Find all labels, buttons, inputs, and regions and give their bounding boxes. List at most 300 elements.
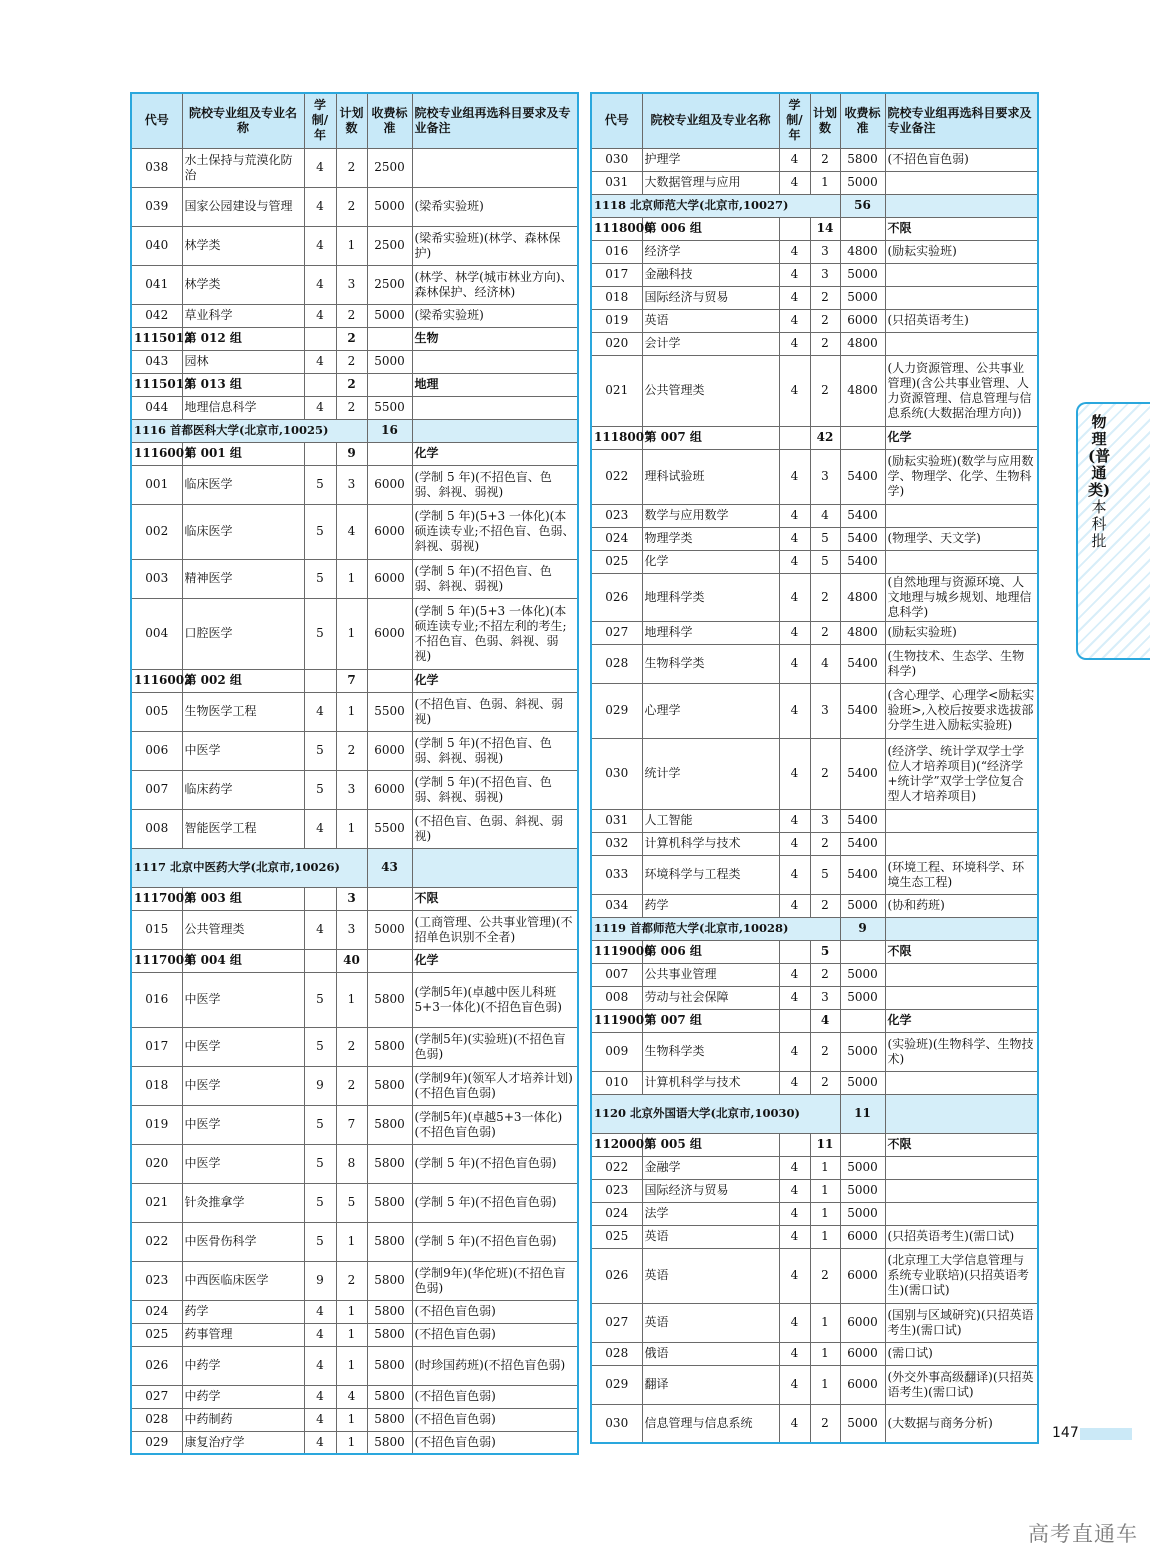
major-code: 038 — [131, 148, 182, 187]
major-name: 草业科学 — [182, 304, 304, 327]
major-years: 4 — [779, 1303, 810, 1342]
group-code: 1118007 — [591, 426, 642, 449]
group-name: 第 004 组 — [182, 949, 304, 972]
major-fee: 5800 — [367, 1300, 412, 1323]
group-subject: 化学 — [412, 442, 578, 465]
major-fee: 5800 — [367, 1027, 412, 1066]
major-plan: 1 — [810, 1202, 840, 1225]
major-row — [591, 240, 1038, 263]
major-fee: 5500 — [367, 809, 412, 848]
major-years: 4 — [779, 449, 810, 504]
major-name: 公共事业管理 — [642, 963, 779, 986]
major-plan: 8 — [336, 1144, 367, 1183]
group-plan: 5 — [810, 940, 840, 963]
major-fee: 6000 — [840, 1342, 885, 1365]
group-years — [779, 1009, 810, 1032]
major-code: 028 — [131, 1408, 182, 1431]
major-row — [591, 1156, 1038, 1179]
major-note: (不招色盲色弱) — [412, 1300, 578, 1323]
university-plan: 11 — [840, 1094, 885, 1133]
major-note: (经济学、统计学双学士学位人才培养项目)(“经济学+统计学”双学士学位复合型人才培养项目) — [885, 738, 1038, 809]
major-code: 023 — [591, 504, 642, 527]
major-fee: 5000 — [840, 1156, 885, 1179]
major-plan: 1 — [336, 1431, 367, 1454]
major-years: 4 — [304, 910, 336, 949]
group-name: 第 002 组 — [182, 669, 304, 692]
major-code: 022 — [591, 1156, 642, 1179]
major-name: 国家公园建设与管理 — [182, 187, 304, 226]
major-plan: 3 — [336, 910, 367, 949]
major-note: (学制 5 年)(不招色盲、色弱、斜视、弱视) — [412, 465, 578, 504]
university-label: 1119 首都师范大学(北京市,10028) — [591, 917, 840, 940]
major-code: 030 — [591, 148, 642, 171]
major-note: (人力资源管理、公共事业管理)(含公共事业管理、人力资源管理、信息管理与信息系统(大数据治理方向)) — [885, 355, 1038, 426]
major-plan: 2 — [336, 1261, 367, 1300]
major-plan: 5 — [810, 855, 840, 894]
group-code: 1117003 — [131, 887, 182, 910]
major-years: 9 — [304, 1066, 336, 1105]
major-code: 043 — [131, 350, 182, 373]
major-code: 023 — [131, 1261, 182, 1300]
major-plan: 4 — [336, 504, 367, 559]
group-years — [779, 426, 810, 449]
major-note: (梁希实验班) — [412, 187, 578, 226]
table-header-row — [591, 93, 1038, 148]
major-plan: 5 — [810, 527, 840, 550]
major-note: (协和药班) — [885, 894, 1038, 917]
group-code: 1120005 — [591, 1133, 642, 1156]
major-name: 英语 — [642, 1303, 779, 1342]
side-tab-batch: 本科批 — [1091, 498, 1107, 550]
major-years: 4 — [779, 355, 810, 426]
major-note: (学制 5 年)(不招色盲、色弱、斜视、弱视) — [412, 559, 578, 598]
major-note: (学制5年)(实验班)(不招色盲色弱) — [412, 1027, 578, 1066]
group-subject: 地理 — [412, 373, 578, 396]
major-row — [131, 1144, 578, 1183]
major-code: 022 — [131, 1222, 182, 1261]
major-row — [591, 894, 1038, 917]
major-code: 003 — [131, 559, 182, 598]
major-code: 017 — [131, 1027, 182, 1066]
major-code: 026 — [591, 573, 642, 621]
major-note — [885, 332, 1038, 355]
header-years: 学制/年 — [779, 93, 810, 148]
major-plan: 1 — [336, 1346, 367, 1385]
major-fee: 2500 — [367, 265, 412, 304]
major-note — [885, 550, 1038, 573]
major-fee: 5000 — [840, 1179, 885, 1202]
group-plan: 40 — [336, 949, 367, 972]
major-code: 019 — [131, 1105, 182, 1144]
major-fee: 5800 — [367, 1144, 412, 1183]
major-years: 4 — [779, 527, 810, 550]
major-note: (励耘实验班) — [885, 621, 1038, 644]
major-years: 4 — [779, 1156, 810, 1179]
major-plan: 5 — [810, 550, 840, 573]
major-note — [885, 809, 1038, 832]
group-fee — [840, 426, 885, 449]
major-plan: 2 — [810, 738, 840, 809]
major-plan: 2 — [336, 731, 367, 770]
major-plan: 3 — [810, 809, 840, 832]
major-fee: 5000 — [840, 1032, 885, 1071]
major-fee: 5400 — [840, 527, 885, 550]
major-fee: 5000 — [367, 350, 412, 373]
major-fee: 6000 — [367, 731, 412, 770]
group-subject: 不限 — [412, 887, 578, 910]
major-note: (励耘实验班)(数学与应用数学、物理学、化学、生物科学) — [885, 449, 1038, 504]
major-row — [591, 449, 1038, 504]
major-code: 022 — [591, 449, 642, 504]
university-row — [131, 848, 578, 887]
header-code: 代号 — [131, 93, 182, 148]
header-plan: 计划数 — [336, 93, 367, 148]
major-row — [131, 265, 578, 304]
major-note: (学制 5 年)(不招色盲色弱) — [412, 1144, 578, 1183]
major-fee: 6000 — [367, 770, 412, 809]
major-years: 4 — [304, 304, 336, 327]
major-plan: 2 — [810, 573, 840, 621]
major-years: 4 — [304, 148, 336, 187]
university-note — [412, 848, 578, 887]
group-plan: 2 — [336, 373, 367, 396]
major-row — [591, 263, 1038, 286]
major-name: 中医学 — [182, 731, 304, 770]
group-fee — [367, 887, 412, 910]
major-note: (工商管理、公共事业管理)(不招单色识别不全者) — [412, 910, 578, 949]
group-fee — [840, 1133, 885, 1156]
group-subject: 不限 — [885, 940, 1038, 963]
group-years — [304, 373, 336, 396]
group-code: 1115012 — [131, 327, 182, 350]
group-row — [131, 949, 578, 972]
group-name: 第 007 组 — [642, 426, 779, 449]
major-name: 地理科学 — [642, 621, 779, 644]
major-code: 016 — [591, 240, 642, 263]
major-years: 4 — [779, 504, 810, 527]
major-years: 4 — [779, 644, 810, 683]
major-row — [591, 171, 1038, 194]
major-name: 中西医临床医学 — [182, 1261, 304, 1300]
major-fee: 5800 — [367, 1323, 412, 1346]
group-fee — [367, 327, 412, 350]
major-code: 008 — [591, 986, 642, 1009]
group-name: 第 007 组 — [642, 1009, 779, 1032]
major-name: 法学 — [642, 1202, 779, 1225]
major-fee: 6000 — [840, 1225, 885, 1248]
group-row — [591, 1133, 1038, 1156]
major-years: 4 — [304, 265, 336, 304]
major-code: 007 — [131, 770, 182, 809]
major-row — [591, 527, 1038, 550]
major-years: 5 — [304, 731, 336, 770]
major-code: 028 — [591, 1342, 642, 1365]
major-code: 028 — [591, 644, 642, 683]
major-row — [131, 396, 578, 419]
major-row — [131, 1261, 578, 1300]
group-name: 第 006 组 — [642, 940, 779, 963]
major-fee: 6000 — [840, 309, 885, 332]
major-fee: 5800 — [367, 1431, 412, 1454]
major-row — [131, 304, 578, 327]
major-row — [591, 1071, 1038, 1094]
major-row — [591, 1404, 1038, 1443]
major-fee: 5400 — [840, 504, 885, 527]
major-row — [131, 972, 578, 1027]
major-plan: 1 — [810, 1156, 840, 1179]
major-plan: 5 — [336, 1183, 367, 1222]
group-code: 1119006 — [591, 940, 642, 963]
major-plan: 2 — [810, 309, 840, 332]
major-years: 5 — [304, 770, 336, 809]
major-note: (学制 5 年)(5+3 一体化)(本硕连读专业;不招色盲、色弱、斜视、弱视) — [412, 504, 578, 559]
major-name: 经济学 — [642, 240, 779, 263]
group-row — [591, 1009, 1038, 1032]
major-plan: 2 — [336, 304, 367, 327]
major-plan: 1 — [336, 692, 367, 731]
header-name: 院校专业组及专业名称 — [642, 93, 779, 148]
major-row — [131, 1346, 578, 1385]
major-years: 4 — [779, 1248, 810, 1303]
major-fee: 5000 — [367, 187, 412, 226]
major-years: 4 — [779, 963, 810, 986]
group-row — [591, 217, 1038, 240]
group-plan: 42 — [810, 426, 840, 449]
major-code: 016 — [131, 972, 182, 1027]
major-row — [131, 148, 578, 187]
major-row — [131, 504, 578, 559]
major-name: 中药制药 — [182, 1408, 304, 1431]
major-fee: 5400 — [840, 683, 885, 738]
major-years: 4 — [304, 809, 336, 848]
major-name: 针灸推拿学 — [182, 1183, 304, 1222]
group-subject: 化学 — [885, 1009, 1038, 1032]
major-name: 化学 — [642, 550, 779, 573]
major-plan: 4 — [810, 644, 840, 683]
major-fee: 5400 — [840, 855, 885, 894]
major-plan: 2 — [810, 621, 840, 644]
group-fee — [367, 949, 412, 972]
group-plan: 14 — [810, 217, 840, 240]
group-row — [131, 373, 578, 396]
major-name: 中药学 — [182, 1346, 304, 1385]
major-fee: 5000 — [840, 171, 885, 194]
major-code: 029 — [591, 683, 642, 738]
major-note — [885, 286, 1038, 309]
major-note: (梁希实验班) — [412, 304, 578, 327]
major-years: 4 — [304, 226, 336, 265]
major-note: (林学、林学(城市林业方向)、森林保护、经济林) — [412, 265, 578, 304]
major-code: 042 — [131, 304, 182, 327]
major-years: 5 — [304, 598, 336, 669]
major-plan: 3 — [810, 240, 840, 263]
major-fee: 2500 — [367, 226, 412, 265]
major-plan: 1 — [810, 1303, 840, 1342]
major-fee: 4800 — [840, 573, 885, 621]
major-code: 002 — [131, 504, 182, 559]
major-code: 009 — [591, 1032, 642, 1071]
major-name: 园林 — [182, 350, 304, 373]
major-fee: 5400 — [840, 809, 885, 832]
major-code: 027 — [591, 621, 642, 644]
major-plan: 2 — [810, 148, 840, 171]
university-label: 1117 北京中医药大学(北京市,10026) — [131, 848, 367, 887]
group-code: 1117004 — [131, 949, 182, 972]
major-name: 临床医学 — [182, 504, 304, 559]
major-code: 006 — [131, 731, 182, 770]
major-fee: 5000 — [367, 910, 412, 949]
major-name: 药学 — [182, 1300, 304, 1323]
major-fee: 5800 — [367, 1183, 412, 1222]
major-plan: 1 — [336, 559, 367, 598]
major-years: 5 — [304, 972, 336, 1027]
major-fee: 5500 — [367, 692, 412, 731]
major-plan: 2 — [810, 332, 840, 355]
group-plan: 11 — [810, 1133, 840, 1156]
major-code: 020 — [131, 1144, 182, 1183]
major-row — [131, 1183, 578, 1222]
major-plan: 1 — [336, 1300, 367, 1323]
major-row — [591, 286, 1038, 309]
major-years: 4 — [779, 621, 810, 644]
group-subject: 生物 — [412, 327, 578, 350]
major-note: (不招色盲色弱) — [412, 1323, 578, 1346]
major-note: (学制9年)(华佗班)(不招色盲色弱) — [412, 1261, 578, 1300]
major-row — [131, 350, 578, 373]
major-note — [885, 504, 1038, 527]
group-code: 1115013 — [131, 373, 182, 396]
major-code: 030 — [591, 738, 642, 809]
major-fee: 5400 — [840, 738, 885, 809]
group-years — [779, 940, 810, 963]
major-code: 039 — [131, 187, 182, 226]
major-name: 计算机科学与技术 — [642, 1071, 779, 1094]
major-code: 007 — [591, 963, 642, 986]
major-years: 4 — [304, 1300, 336, 1323]
major-code: 021 — [131, 1183, 182, 1222]
major-years: 4 — [779, 1225, 810, 1248]
major-plan: 1 — [336, 809, 367, 848]
major-years: 4 — [779, 550, 810, 573]
major-years: 4 — [779, 809, 810, 832]
major-plan: 2 — [810, 1404, 840, 1443]
major-name: 中医学 — [182, 972, 304, 1027]
major-name: 精神医学 — [182, 559, 304, 598]
major-note: (学制9年)(领军人才培养计划)(不招色盲色弱) — [412, 1066, 578, 1105]
major-row — [591, 809, 1038, 832]
major-row — [591, 1365, 1038, 1404]
major-years: 5 — [304, 1105, 336, 1144]
major-name: 林学类 — [182, 265, 304, 304]
major-note: (不招色盲色弱) — [885, 148, 1038, 171]
major-code: 026 — [591, 1248, 642, 1303]
major-fee: 5800 — [367, 1066, 412, 1105]
major-row — [591, 986, 1038, 1009]
major-plan: 1 — [810, 1342, 840, 1365]
major-note — [885, 171, 1038, 194]
major-years: 5 — [304, 1027, 336, 1066]
major-plan: 2 — [336, 350, 367, 373]
major-row — [591, 1032, 1038, 1071]
major-note — [885, 1156, 1038, 1179]
major-note: (只招英语考生)(需口试) — [885, 1225, 1038, 1248]
major-plan: 4 — [810, 504, 840, 527]
major-years: 4 — [779, 286, 810, 309]
major-name: 临床医学 — [182, 465, 304, 504]
major-code: 029 — [591, 1365, 642, 1404]
group-plan: 4 — [810, 1009, 840, 1032]
major-name: 康复治疗学 — [182, 1431, 304, 1454]
major-code: 027 — [131, 1385, 182, 1408]
header-fee: 收费标准 — [840, 93, 885, 148]
table-header-row — [131, 93, 578, 148]
group-plan: 7 — [336, 669, 367, 692]
major-fee: 4800 — [840, 332, 885, 355]
major-code: 024 — [591, 527, 642, 550]
major-years: 4 — [779, 1071, 810, 1094]
group-years — [304, 669, 336, 692]
major-note — [885, 1071, 1038, 1094]
major-plan: 2 — [336, 148, 367, 187]
header-plan: 计划数 — [810, 93, 840, 148]
major-code: 018 — [131, 1066, 182, 1105]
major-note: (学制 5 年)(不招色盲、色弱、斜视、弱视) — [412, 731, 578, 770]
university-label: 1120 北京外国语大学(北京市,10030) — [591, 1094, 840, 1133]
university-label: 1116 首都医科大学(北京市,10025) — [131, 419, 367, 442]
major-code: 005 — [131, 692, 182, 731]
major-row — [131, 559, 578, 598]
header-note: 院校专业组再选科目要求及专业备注 — [885, 93, 1038, 148]
major-row — [591, 504, 1038, 527]
group-subject: 不限 — [885, 217, 1038, 240]
major-name: 理科试验班 — [642, 449, 779, 504]
major-years: 4 — [779, 240, 810, 263]
major-name: 金融科技 — [642, 263, 779, 286]
major-plan: 7 — [336, 1105, 367, 1144]
major-row — [131, 1105, 578, 1144]
major-years: 5 — [304, 1183, 336, 1222]
major-fee: 4800 — [840, 355, 885, 426]
group-row — [131, 327, 578, 350]
major-row — [591, 1303, 1038, 1342]
major-code: 033 — [591, 855, 642, 894]
major-fee: 5000 — [840, 963, 885, 986]
major-years: 5 — [304, 465, 336, 504]
group-fee — [367, 442, 412, 465]
major-name: 中药学 — [182, 1385, 304, 1408]
group-row — [131, 669, 578, 692]
major-plan: 1 — [810, 1179, 840, 1202]
major-years: 4 — [779, 171, 810, 194]
major-note — [885, 1202, 1038, 1225]
major-row — [131, 1027, 578, 1066]
header-note: 院校专业组再选科目要求及专业备注 — [412, 93, 578, 148]
major-row — [591, 332, 1038, 355]
major-note: (学制 5 年)(不招色盲色弱) — [412, 1222, 578, 1261]
major-name: 林学类 — [182, 226, 304, 265]
major-note: (物理学、天文学) — [885, 527, 1038, 550]
major-name: 中医学 — [182, 1066, 304, 1105]
major-plan: 2 — [810, 1248, 840, 1303]
major-code: 025 — [591, 1225, 642, 1248]
major-plan: 3 — [336, 770, 367, 809]
major-plan: 1 — [336, 1408, 367, 1431]
major-code: 023 — [591, 1179, 642, 1202]
major-plan: 1 — [810, 171, 840, 194]
major-row — [591, 1342, 1038, 1365]
major-note: (含心理学、心理学<励耘实验班>,入校后按要求选拔部分学生进入励耘实验班) — [885, 683, 1038, 738]
major-fee: 5400 — [840, 550, 885, 573]
